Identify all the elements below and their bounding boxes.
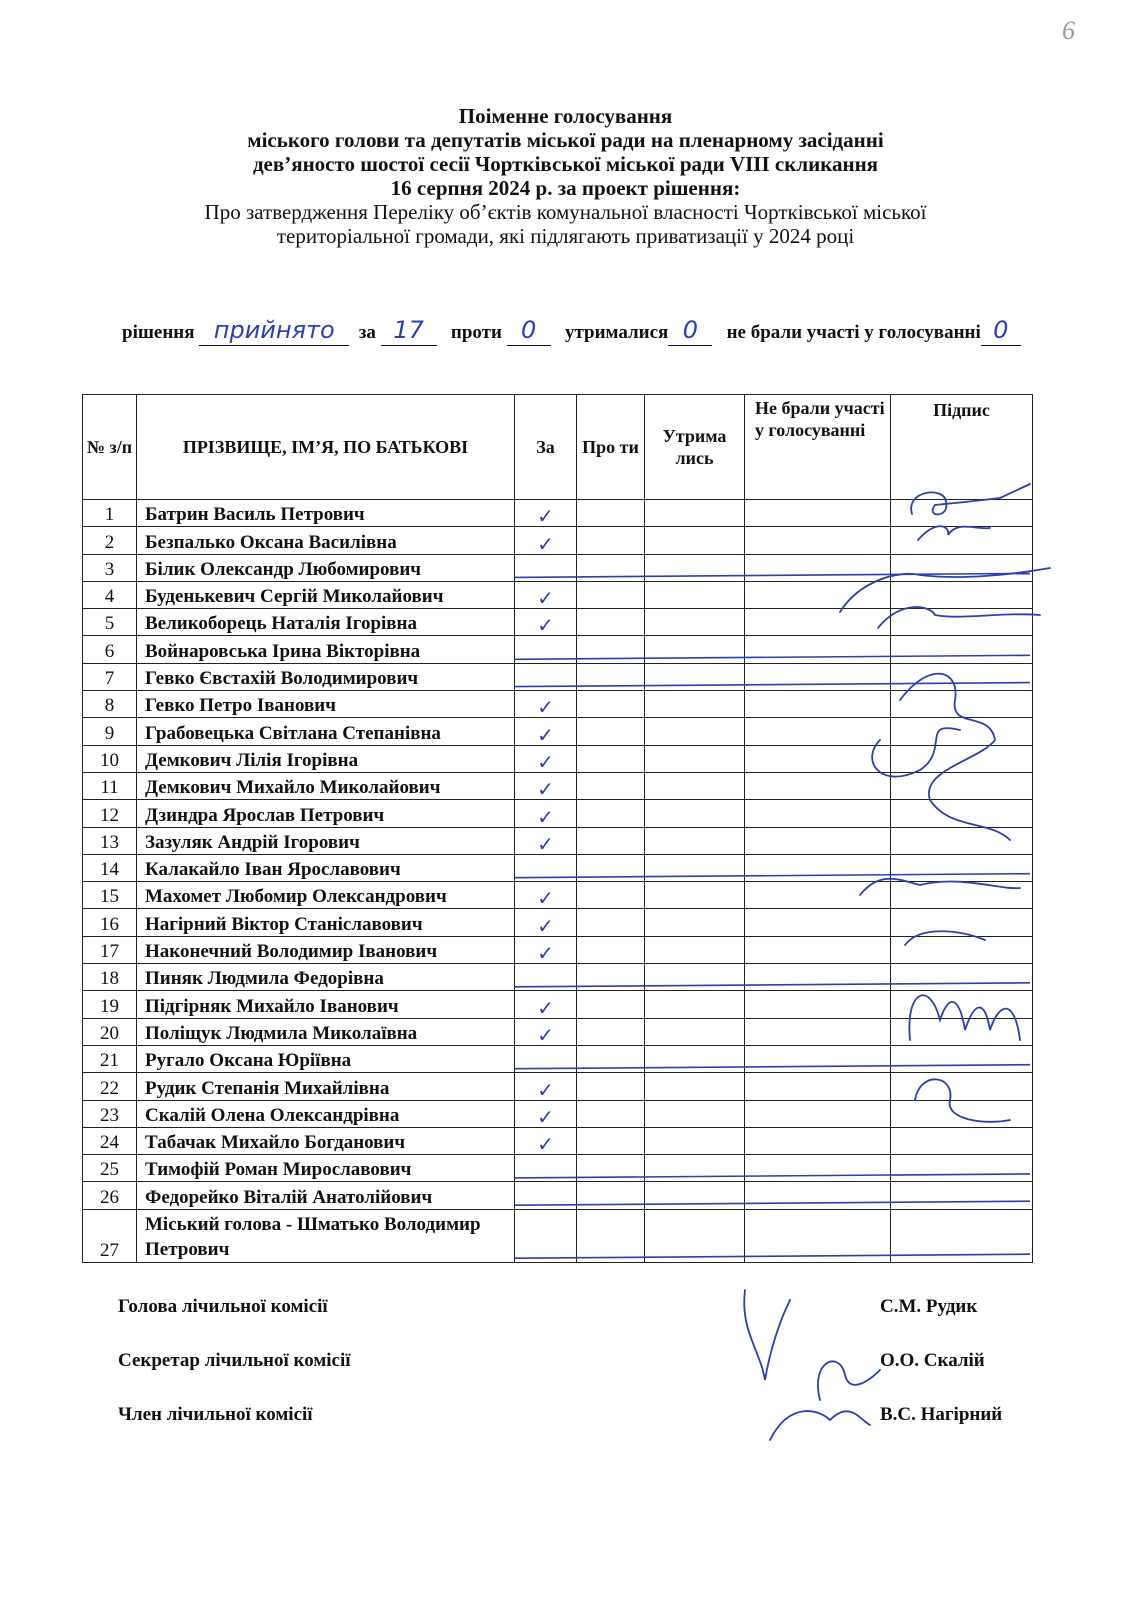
secretary-name: О.О. Скалій (880, 1350, 985, 1371)
header-line-3: дев’яносто шостої сесії Чортківської міської ради VIII скликання (252, 152, 879, 176)
vote-check-mark: ✓ (537, 749, 554, 774)
deputy-name: Рудик Степанія Михайлівна (137, 1073, 515, 1100)
deputy-name: Грабовецька Світлана Степанівна (137, 718, 515, 745)
chair-role: Голова лічильної комісії (118, 1296, 328, 1317)
vote-check-mark: ✓ (537, 1132, 554, 1157)
deputy-name: Калакайло Іван Ярославович (137, 854, 515, 881)
row-num: 24 (83, 1127, 137, 1154)
signature-row-5 (878, 607, 1040, 628)
vote-check-mark: ✓ (537, 695, 554, 720)
deputy-name: Демкович Лілія Ігорівна (137, 745, 515, 772)
row-num: 10 (83, 745, 137, 772)
deputy-name: Батрин Василь Петрович (137, 500, 515, 527)
deputy-name: Підгірняк Михайло Іванович (137, 991, 515, 1018)
header-line-2: міського голови та депутатів міської ради на пленарному засіданні (247, 128, 884, 152)
row-num: 15 (83, 882, 137, 909)
deputy-name: Буденькевич Сергій Миколайович (137, 581, 515, 608)
no-vote-dash-line (515, 655, 1030, 659)
decision-label: рішення (122, 322, 195, 343)
header-name: ПРІЗВИЩЕ, ІМ’Я, ПО БАТЬКОВІ (137, 395, 515, 500)
deputy-name: Нагірний Віктор Станіславович (137, 909, 515, 936)
row-num: 11 (83, 772, 137, 799)
vote-check-mark: ✓ (537, 531, 554, 556)
deputy-name: Войнаровська Ірина Вікторівна (137, 636, 515, 663)
deputy-name: Махомет Любомир Олександрович (137, 882, 515, 909)
row-num: 1 (83, 500, 137, 527)
header-abstained: Утрима лись (645, 395, 745, 500)
deputy-name: Демкович Михайло Миколайович (137, 772, 515, 799)
vote-check-mark: ✓ (537, 995, 554, 1020)
row-num: 5 (83, 609, 137, 636)
deputy-name: Великоборець Наталія Ігорівна (137, 609, 515, 636)
row-num: 19 (83, 991, 137, 1018)
row-num: 22 (83, 1073, 137, 1100)
deputy-name: Ругало Оксана Юріївна (137, 1045, 515, 1072)
vote-check-mark: ✓ (537, 1077, 554, 1102)
draft-subject-line-1: Про затвердження Переліку об’єктів комунальної власності Чортківської міської (204, 200, 927, 224)
row-num: 12 (83, 800, 137, 827)
header-signature: Підпис (891, 395, 1033, 500)
deputy-name: Скалій Олена Олександрівна (137, 1100, 515, 1127)
vote-check-mark: ✓ (537, 1104, 554, 1129)
chair-name: С.М. Рудик (880, 1296, 978, 1317)
signature-row-17 (905, 931, 985, 945)
decision-value: прийнято (213, 316, 335, 344)
deputy-name: Міський голова - Шматько Володимир Петрович (137, 1209, 515, 1262)
header-against: Про ти (577, 395, 645, 500)
deputy-name: Табачак Михайло Богданович (137, 1127, 515, 1154)
signature-secretary (818, 1361, 880, 1400)
deputy-name: Наконечний Володимир Іванович (137, 936, 515, 963)
row-num: 9 (83, 718, 137, 745)
member-name: В.С. Нагірний (880, 1404, 1003, 1425)
against-count: 0 (521, 316, 537, 344)
signature-row-15-16 (860, 879, 1020, 895)
vote-check-mark: ✓ (537, 586, 554, 611)
deputy-name: Гевко Петро Іванович (137, 691, 515, 718)
deputy-name: Пиняк Людмила Федорівна (137, 964, 515, 991)
deputy-name: Поліщук Людмила Миколаївна (137, 1018, 515, 1045)
signature-member (770, 1411, 870, 1440)
deputy-name: Тимофій Роман Мирославович (137, 1155, 515, 1182)
row-num: 3 (83, 554, 137, 581)
no-vote-dash-line (515, 874, 1030, 878)
no-vote-dash-line (515, 1201, 1030, 1205)
document-title: Поіменне голосування (458, 104, 673, 128)
deputy-name: Дзиндра Ярослав Петрович (137, 800, 515, 827)
row-num: 27 (83, 1209, 137, 1262)
signature-chair (744, 1290, 790, 1380)
no-vote-dash-line (515, 1254, 1030, 1258)
header-num: № з/п (83, 395, 137, 500)
deputy-name: Федорейко Віталій Анатолійович (137, 1182, 515, 1209)
draft-subject-line-2: територіальної громади, які підлягають приватизації у 2024 році (276, 224, 855, 248)
row-num: 13 (83, 827, 137, 854)
page-number: 6 (1062, 16, 1075, 45)
row-num: 7 (83, 663, 137, 690)
vote-check-mark: ✓ (537, 722, 554, 747)
signature-rows-7-13 (900, 674, 1010, 840)
row-num: 25 (83, 1155, 137, 1182)
row-num: 21 (83, 1045, 137, 1072)
secretary-role: Секретар лічильної комісії (118, 1350, 351, 1371)
row-num: 20 (83, 1018, 137, 1045)
header-line-4: 16 серпня 2024 р. за проект рішення: (390, 176, 741, 200)
header-not-voted: Не брали участі у голосуванні (745, 395, 891, 500)
signature-row-2 (918, 526, 990, 540)
for-label: за (358, 322, 376, 343)
deputy-name: Білик Олександр Любомирович (137, 554, 515, 581)
row-num: 18 (83, 964, 137, 991)
header-for: За (515, 395, 577, 500)
vote-check-mark: ✓ (537, 777, 554, 802)
vote-check-mark: ✓ (537, 1022, 554, 1047)
row-num: 26 (83, 1182, 137, 1209)
member-role: Член лічильної комісії (118, 1404, 313, 1425)
not-voted-count: 0 (993, 316, 1009, 344)
vote-check-mark: ✓ (537, 504, 554, 529)
vote-check-mark: ✓ (537, 941, 554, 966)
row-num: 2 (83, 527, 137, 554)
not-voted-label: не брали участі у голосуванні (726, 322, 981, 343)
for-count: 17 (393, 316, 424, 344)
abstained-label: утрималися (564, 322, 669, 343)
row-num: 8 (83, 691, 137, 718)
vote-check-mark: ✓ (537, 831, 554, 856)
no-vote-dash-line (515, 1065, 1030, 1069)
row-num: 17 (83, 936, 137, 963)
row-num: 16 (83, 909, 137, 936)
deputy-name: Зазуляк Андрій Ігорович (137, 827, 515, 854)
row-num: 6 (83, 636, 137, 663)
row-num: 14 (83, 854, 137, 881)
no-vote-dash-line (515, 1174, 1030, 1178)
signature-row-19-20 (909, 995, 1020, 1040)
against-label: проти (450, 322, 502, 343)
row-num: 4 (83, 581, 137, 608)
vote-check-mark: ✓ (537, 913, 554, 938)
vote-check-mark: ✓ (537, 886, 554, 911)
signature-row-22-24 (915, 1079, 1010, 1121)
signature-row-1 (911, 484, 1030, 514)
row-num: 23 (83, 1100, 137, 1127)
deputy-name: Безпалько Оксана Василівна (137, 527, 515, 554)
no-vote-dash-line (515, 983, 1030, 987)
vote-check-mark: ✓ (537, 613, 554, 638)
abstained-count: 0 (682, 316, 698, 344)
vote-check-mark: ✓ (537, 804, 554, 829)
deputy-name: Гевко Євстахій Володимирович (137, 663, 515, 690)
